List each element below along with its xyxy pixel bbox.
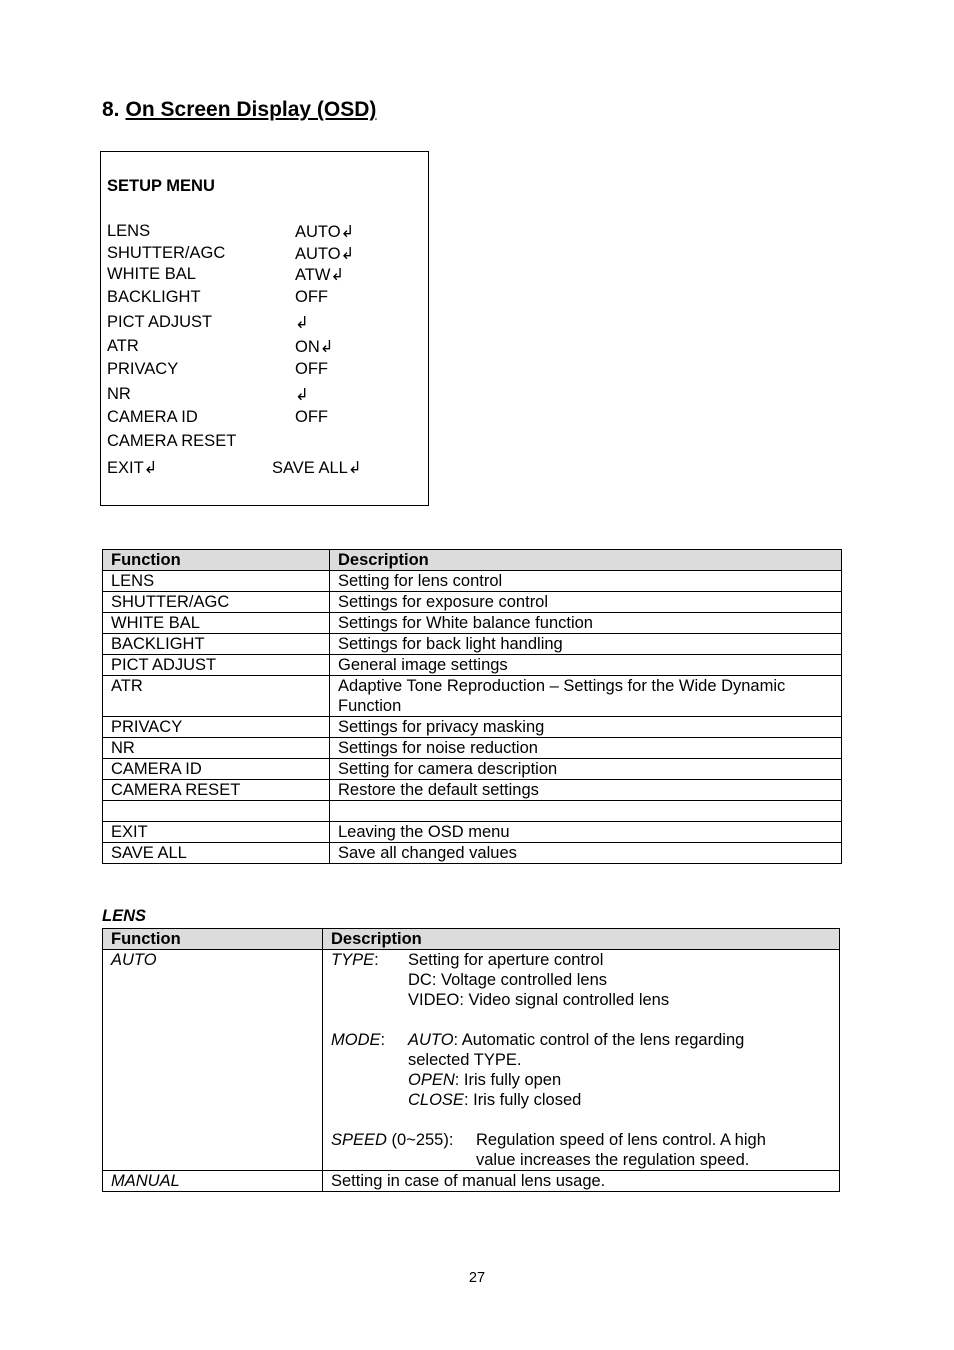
speed-text: Regulation speed of lens control. A high [476,1131,766,1149]
description-cell: Settings for noise reduction [330,738,842,759]
mode-key: MODE [331,1031,381,1049]
table-row [103,950,840,1171]
description-cell: Settings for back light handling [330,634,842,655]
table-row [103,738,842,759]
speed-cont: value increases the regulation speed. [476,1151,750,1169]
table-header-row [103,550,842,571]
osd-item-label: SHUTTER/AGC [107,244,226,262]
osd-menu-row [107,244,427,266]
osd-item-label: CAMERA RESET [107,432,237,450]
table-header-row [103,929,840,950]
type-line [331,950,831,970]
lens-table [102,928,840,1192]
osd-item-value: ON↲ [295,338,334,356]
lens-description-auto [323,950,840,1171]
mode-close-text: : Iris fully closed [463,1091,582,1109]
description-cell: Setting for lens control [330,571,842,592]
table-row [103,717,842,738]
mode-close-key: CLOSE [408,1091,464,1109]
mode-auto-text: : Automatic control of the lens regarding [453,1031,745,1049]
osd-item-label: PICT ADJUST [107,313,213,331]
osd-menu-row [107,265,427,287]
osd-menu-row [107,360,427,382]
description-cell: Adaptive Tone Reproduction – Settings for the Wide Dynamic Function [330,676,842,717]
table-row [103,780,842,801]
mode-auto-key: AUTO [408,1031,454,1049]
function-cell: PICT ADJUST [103,655,330,676]
table-row [103,1171,840,1192]
osd-menu-row [107,432,427,454]
osd-item-label: PRIVACY [107,360,179,378]
table-row [103,822,842,843]
section-heading [102,98,376,122]
speed-key: SPEED [331,1131,387,1149]
description-cell: General image settings [330,655,842,676]
osd-menu-row [107,337,427,359]
description-cell: Leaving the OSD menu [330,822,842,843]
mode-open-text: : Iris fully open [454,1071,562,1089]
section-number: 8. [102,98,120,121]
osd-title: SETUP MENU [107,177,215,195]
speed-range: (0~255): [386,1131,454,1149]
osd-setup-menu [100,151,429,506]
mode-line [331,1030,831,1050]
osd-menu-row [107,222,427,244]
description-cell: Settings for privacy masking [330,717,842,738]
table-row [103,801,842,822]
function-cell: WHITE BAL [103,613,330,634]
osd-item-value: OFF [295,360,328,378]
mode-close-line [331,1090,831,1110]
mode-open-line [331,1070,831,1090]
description-cell: Settings for White balance function [330,613,842,634]
header-function: Function [103,929,323,950]
function-cell: LENS [103,571,330,592]
osd-item-value: OFF [295,288,328,306]
function-cell [103,801,330,822]
mode-open-key: OPEN [408,1071,455,1089]
description-cell: Restore the default settings [330,780,842,801]
table-row [103,655,842,676]
osd-item-label: BACKLIGHT [107,288,201,306]
section-title: On Screen Display (OSD) [125,98,377,121]
speed-line [331,1130,831,1150]
table-row [103,613,842,634]
table-row [103,759,842,780]
function-cell: CAMERA RESET [103,780,330,801]
type-line-2: DC: Voltage controlled lens [408,971,608,989]
function-cell: NR [103,738,330,759]
osd-item-label: ATR [107,337,139,355]
page-number: 27 [468,1270,486,1286]
osd-item-value: ↲ [295,386,309,404]
osd-item-value: AUTO↲ [295,223,355,241]
lens-function-auto: AUTO [103,950,323,1171]
mode-auto-cont: selected TYPE. [408,1051,522,1069]
osd-item-label: WHITE BAL [107,265,196,283]
header-description: Description [330,550,842,571]
type-line-1: Setting for aperture control [408,951,604,969]
function-cell: BACKLIGHT [103,634,330,655]
description-cell [330,801,842,822]
lens-table-label: LENS [102,907,147,925]
type-line-3: VIDEO: Video signal controlled lens [408,991,670,1009]
table-row [103,571,842,592]
function-cell: SAVE ALL [103,843,330,864]
type-sep: : [374,951,379,969]
function-table [102,549,842,864]
function-cell: ATR [103,676,330,717]
function-cell: PRIVACY [103,717,330,738]
osd-item-label: CAMERA ID [107,408,198,426]
lens-function-manual: MANUAL [103,1171,323,1192]
osd-item-value: ↲ [295,314,309,332]
description-cell: Settings for exposure control [330,592,842,613]
osd-menu-row [107,313,427,335]
osd-exit: EXIT↲ [107,459,158,477]
table-row [103,592,842,613]
type-key: TYPE [331,951,375,969]
function-cell: CAMERA ID [103,759,330,780]
osd-item-label: LENS [107,222,151,240]
osd-menu-row [107,288,427,310]
osd-item-value: AUTO↲ [295,245,355,263]
osd-menu-row [107,408,427,430]
header-function: Function [103,550,330,571]
table-row [103,843,842,864]
osd-save-all: SAVE ALL↲ [272,459,362,477]
mode-sep: : [380,1031,386,1049]
osd-item-value: ATW↲ [295,266,345,284]
lens-description-manual: Setting in case of manual lens usage. [323,1171,840,1192]
table-row [103,676,842,717]
osd-item-value: OFF [295,408,328,426]
function-cell: EXIT [103,822,330,843]
function-cell: SHUTTER/AGC [103,592,330,613]
description-cell: Save all changed values [330,843,842,864]
osd-menu-row [107,385,427,407]
osd-item-label: NR [107,385,131,403]
description-cell: Setting for camera description [330,759,842,780]
table-row [103,634,842,655]
header-description: Description [323,929,840,950]
